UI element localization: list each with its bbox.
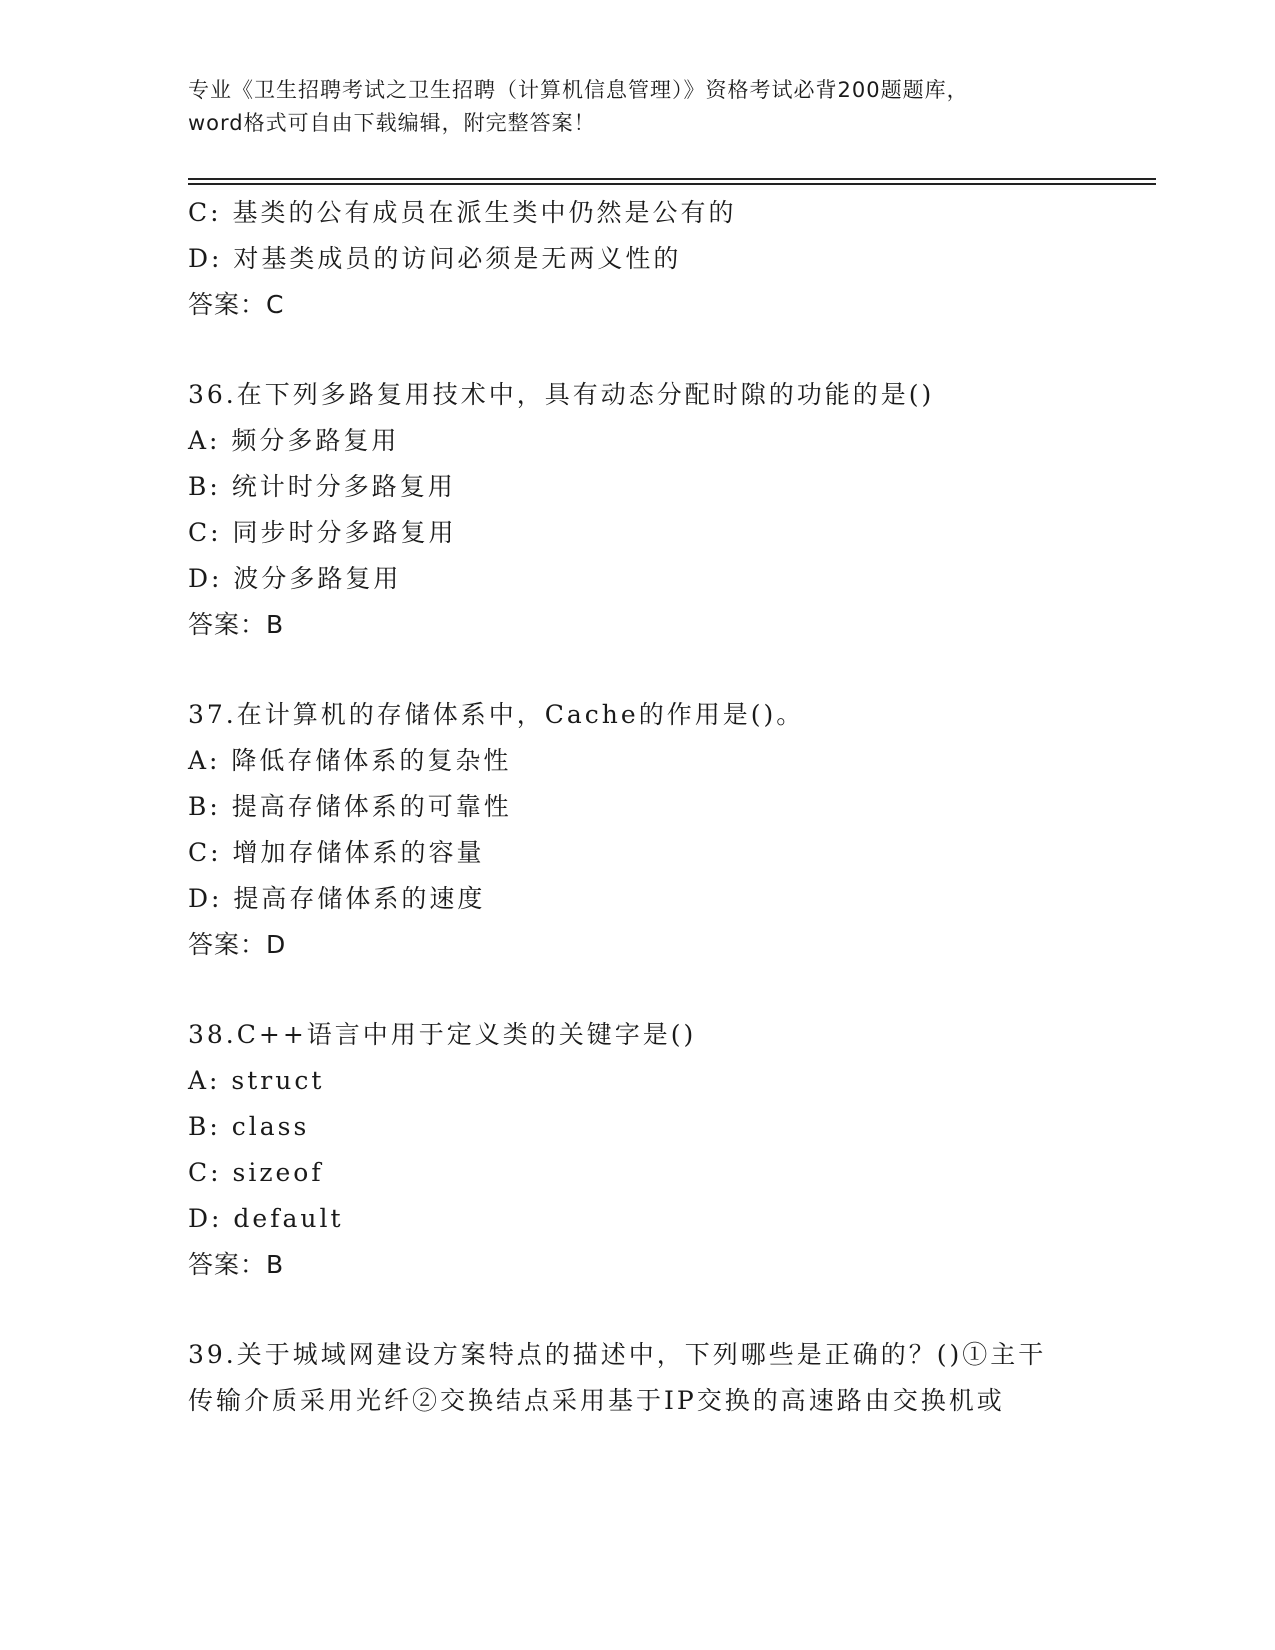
option-c: C: 基类的公有成员在派生类中仍然是公有的 (188, 198, 737, 227)
header-divider-top (188, 178, 1156, 180)
option-c: C: 增加存储体系的容量 (188, 838, 485, 867)
question-37 (188, 692, 1088, 968)
option-d: D: default (188, 1204, 344, 1233)
option-a: A: 降低存储体系的复杂性 (188, 746, 512, 775)
header-line-2: word格式可自由下载编辑，附完整答案！ (188, 111, 596, 135)
answer-line: 答案：C (188, 290, 285, 319)
header-line-1: 专业《卫生招聘考试之卫生招聘（计算机信息管理）》资格考试必背200题题库， (188, 78, 969, 102)
option-a: A: struct (188, 1066, 325, 1095)
question-35-continued (188, 190, 1088, 328)
spacer (188, 648, 1088, 692)
question-stem: 36.在下列多路复用技术中，具有动态分配时隙的功能的是() (188, 380, 935, 409)
answer-line: 答案：B (188, 610, 285, 639)
answer-line: 答案：D (188, 930, 287, 959)
document-header (188, 74, 1088, 140)
option-a: A: 频分多路复用 (188, 426, 400, 455)
option-c: C: sizeof (188, 1158, 324, 1187)
question-38 (188, 1012, 1088, 1288)
spacer (188, 1288, 1088, 1332)
question-stem: 37.在计算机的存储体系中，Cache的作用是()。 (188, 700, 805, 729)
header-divider-bottom (188, 183, 1156, 185)
option-c: C: 同步时分多路复用 (188, 518, 457, 547)
option-d: D: 提高存储体系的速度 (188, 884, 486, 913)
option-b: B: class (188, 1112, 310, 1141)
question-39 (188, 1332, 1088, 1424)
option-b: B: 提高存储体系的可靠性 (188, 792, 512, 821)
spacer (188, 968, 1088, 1012)
question-list (188, 190, 1088, 1424)
option-b: B: 统计时分多路复用 (188, 472, 456, 501)
question-36 (188, 372, 1088, 648)
question-stem-line-2: 传输介质采用光纤②交换结点采用基于IP交换的高速路由交换机或 (188, 1386, 1005, 1415)
option-d: D: 波分多路复用 (188, 564, 402, 593)
spacer (188, 328, 1088, 372)
question-stem: 38.C++语言中用于定义类的关键字是() (188, 1020, 697, 1049)
option-d: D: 对基类成员的访问必须是无两义性的 (188, 244, 682, 273)
answer-line: 答案：B (188, 1250, 285, 1279)
question-stem-line-1: 39.关于城域网建设方案特点的描述中，下列哪些是正确的？()①主干 (188, 1340, 1047, 1369)
